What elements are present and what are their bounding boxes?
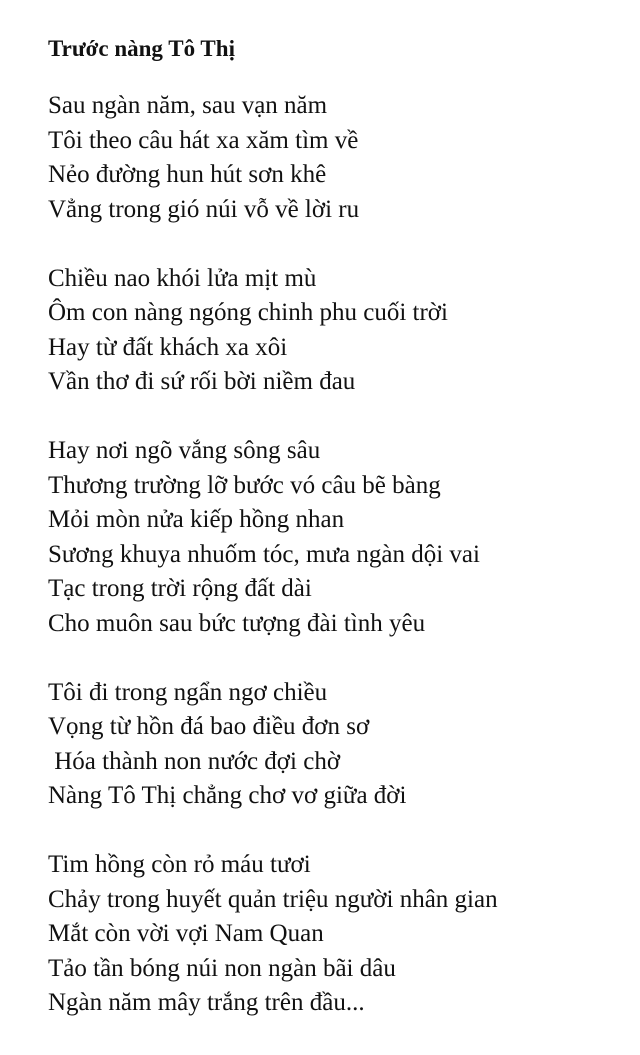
- poem-line: Tôi theo câu hát xa xăm tìm về: [48, 126, 359, 154]
- poem-line: Vọng từ hồn đá bao điều đơn sơ: [48, 713, 370, 740]
- poem-line: Vần thơ đi sứ rối bời niềm đau: [48, 368, 356, 395]
- poem-line: Chảy trong huyết quản triệu người nhân gian: [48, 885, 498, 913]
- poem-title: Trước nàng Tô Thị: [48, 36, 235, 61]
- poem-page: [48, 34, 628, 1055]
- poem-line: Hay nơi ngõ vắng sông sâu: [48, 437, 321, 464]
- poem-line: Thương trường lỡ bước vó câu bẽ bàng: [48, 471, 441, 499]
- poem-line: Hay từ đất khách xa xôi: [48, 333, 288, 361]
- poem-line: Tảo tần bóng núi non ngàn bãi dâu: [48, 954, 396, 982]
- poem-line: Tôi đi trong ngẩn ngơ chiều: [48, 678, 328, 706]
- poem-line: Nẻo đường hun hút sơn khê: [48, 161, 327, 188]
- poem-line: Chiều nao khói lửa mịt mù: [48, 264, 317, 292]
- poem-line: Tim hồng còn rỏ máu tươi: [48, 851, 311, 878]
- poem-line: Ôm con nàng ngóng chinh phu cuối trời: [48, 299, 448, 326]
- poem-line: Hóa thành non nước đợi chờ: [48, 747, 341, 775]
- stanza-1: [48, 89, 628, 227]
- poem-line: Mỏi mòn nửa kiếp hồng nhan: [48, 506, 345, 533]
- stanza-2: [48, 262, 628, 400]
- poem-line: Nàng Tô Thị chẳng chơ vơ giữa đời: [48, 782, 407, 809]
- stanza-3: [48, 434, 628, 641]
- poem-line: Sau ngàn năm, sau vạn năm: [48, 92, 328, 119]
- poem-line: Cho muôn sau bức tượng đài tình yêu: [48, 609, 426, 637]
- poem-line: Vẳng trong gió núi vỗ về lời ru: [48, 195, 360, 223]
- poem-line: Sương khuya nhuốm tóc, mưa ngàn dội vai: [48, 540, 480, 568]
- stanza-5: [48, 848, 628, 1021]
- poem-line: Mắt còn vời vợi Nam Quan: [48, 920, 324, 947]
- poem-line: Tạc trong trời rộng đất dài: [48, 575, 312, 602]
- stanza-4: [48, 676, 628, 814]
- poem-line: Ngàn năm mây trắng trên đầu...: [48, 989, 365, 1016]
